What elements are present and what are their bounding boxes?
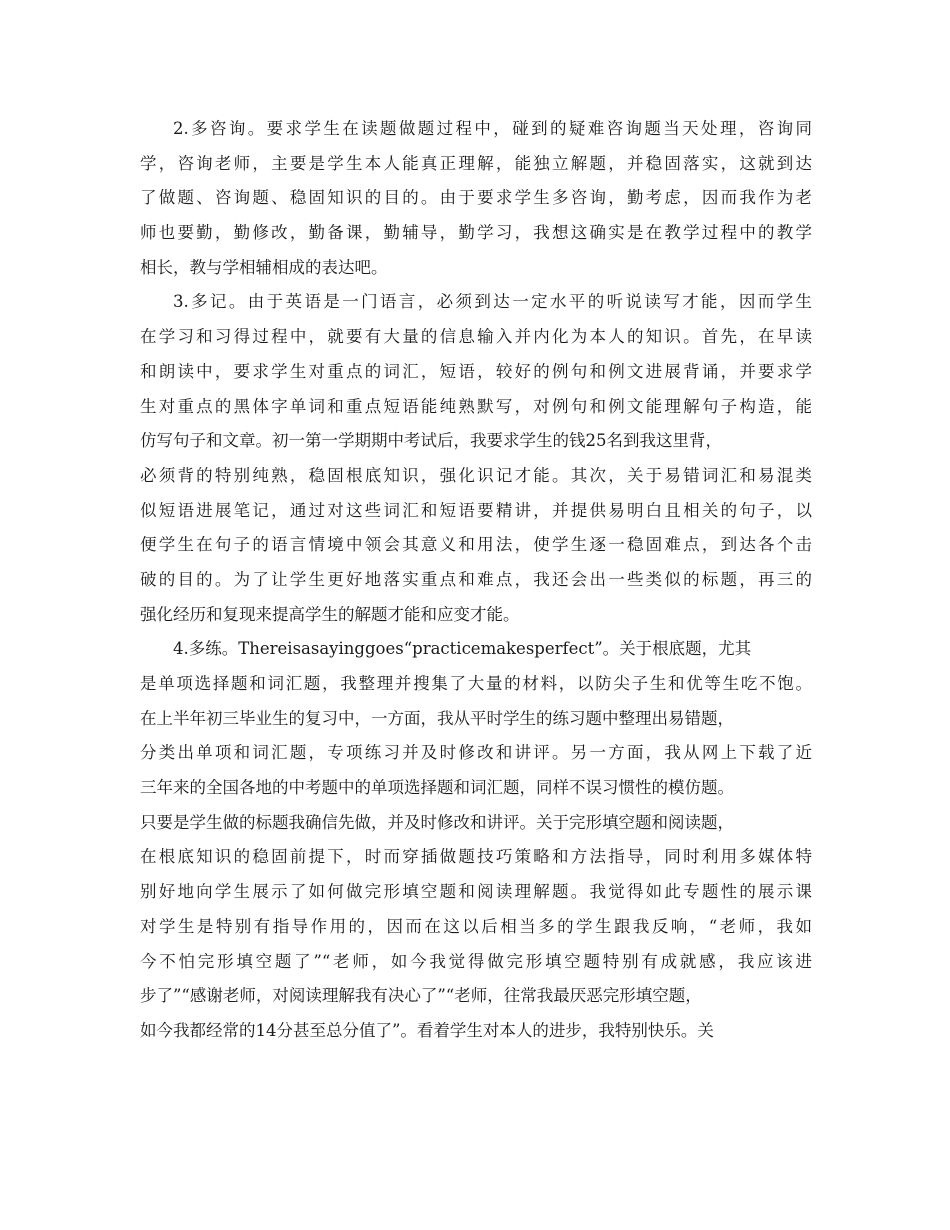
paragraph-line: 强化经历和复现来提高学生的解题才能和应变才能。 xyxy=(140,604,520,624)
paragraph-line: 3.多记。由于英语是一门语言，必须到达一定水平的听说读写才能，因而学生 xyxy=(173,292,812,312)
paragraph-line: 便学生在句子的语言情境中领会其意义和用法，使学生逐一稳固难点，到达各个击 xyxy=(140,535,812,555)
paragraph-line: 是单项选择题和词汇题，我整理并搜集了大量的材料，以防尖子生和优等生吃不饱。 xyxy=(140,674,812,693)
paragraph-line: 破的目的。为了让学生更好地落实重点和难点，我还会出一些类似的标题，再三的 xyxy=(140,569,812,589)
paragraph-2 xyxy=(140,112,812,285)
paragraph-3 xyxy=(140,285,812,632)
paragraph-line: 分类出单项和词汇题，专项练习并及时修改和讲评。另一方面，我从网上下载了近 xyxy=(140,743,812,763)
paragraph-line: 学，咨询老师，主要是学生本人能真正理解，能独立解题，并稳固落实，这就到达 xyxy=(140,153,812,173)
paragraph-line: 今不怕完形填空题了”“老师，如今我觉得做完形填空题特别有成就感，我应该进 xyxy=(140,951,812,971)
paragraph-line: 和朗读中，要求学生对重点的词汇，短语，较好的例句和例文进展背诵，并要求学 xyxy=(140,361,812,381)
paragraph-line: 仿写句子和文章。初一第一学期期中考试后，我要求学生的钱25名到我这里背， xyxy=(140,431,722,451)
paragraph-line: 4.多练。Thereisasayinggoes“practicemakesperfect”。关于根底题，尤其 xyxy=(173,639,752,659)
paragraph-line: 如今我都经常的14分甚至总分值了”。看着学生对本人的进步，我特别快乐。关 xyxy=(140,1020,714,1040)
paragraph-line: 似短语进展笔记，通过对这些词汇和短语要精讲，并提供易明白且相关的句子，以 xyxy=(140,500,812,520)
paragraph-4 xyxy=(140,632,812,1048)
paragraph-line: 步了”“感谢老师，对阅读理解我有决心了”“老师，往常我最厌恶完形填空题， xyxy=(140,986,702,1006)
paragraph-line: 三年来的全国各地的中考题中的单项选择题和词汇题，同样不误习惯性的模仿题。 xyxy=(140,778,734,798)
paragraph-line: 在上半年初三毕业生的复习中，一方面，我从平时学生的练习题中整理出易错题， xyxy=(140,708,734,728)
paragraph-line: 只要是学生做的标题我确信先做，并及时修改和讲评。关于完形填空题和阅读题， xyxy=(140,812,734,832)
paragraph-line: 在根底知识的稳固前提下，时而穿插做题技巧策略和方法指导，同时利用多媒体特 xyxy=(140,847,812,867)
paragraph-line: 对学生是特别有指导作用的，因而在这以后相当多的学生跟我反响，“老师，我如 xyxy=(140,916,812,936)
paragraph-line: 必须背的特别纯熟，稳固根底知识，强化识记才能。其次，关于易错词汇和易混类 xyxy=(140,465,812,485)
paragraph-line: 了做题、咨询题、稳固知识的目的。由于要求学生多咨询，勤考虑，因而我作为老 xyxy=(140,188,812,208)
paragraph-line: 别好地向学生展示了如何做完形填空题和阅读理解题。我觉得如此专题性的展示课 xyxy=(140,882,812,902)
paragraph-line: 生对重点的黑体字单词和重点短语能纯熟默写，对例句和例文能理解句子构造，能 xyxy=(140,396,812,416)
paragraph-line: 2.多咨询。要求学生在读题做题过程中，碰到的疑难咨询题当天处理，咨询同 xyxy=(173,119,812,138)
paragraph-line: 在学习和习得过程中，就要有大量的信息输入并内化为本人的知识。首先，在早读 xyxy=(140,327,812,347)
paragraph-line: 相长，教与学相辅相成的表达吧。 xyxy=(140,257,388,277)
document-page xyxy=(140,112,812,1049)
paragraph-line: 师也要勤，勤修改，勤备课，勤辅导，勤学习，我想这确实是在教学过程中的教学 xyxy=(140,223,812,243)
